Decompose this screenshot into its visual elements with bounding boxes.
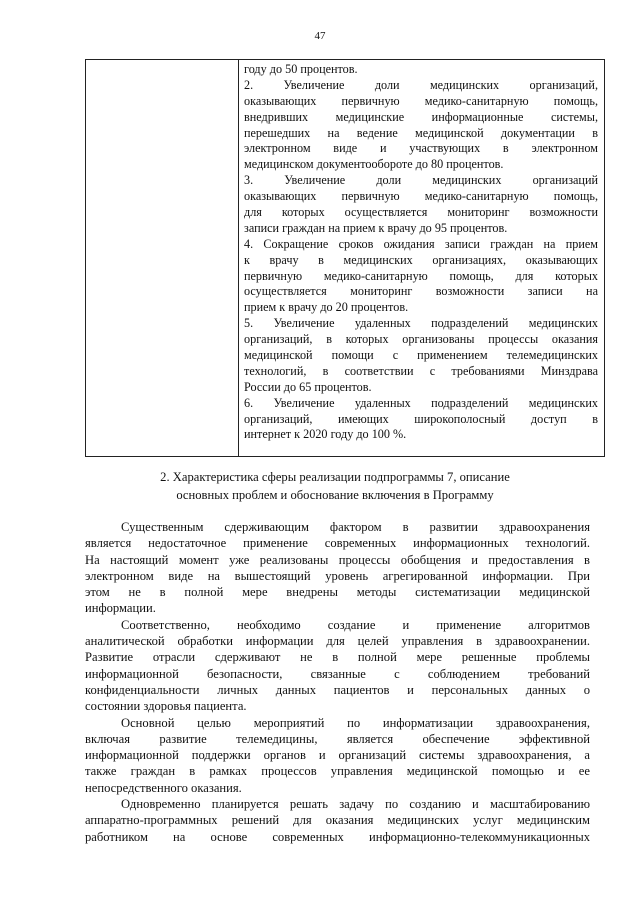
body-text-line: На настоящий момент уже реализованы процессы обобщения и предоставления в	[85, 552, 590, 567]
table-text-line: перешедших на ведение медицинской документации в	[244, 125, 598, 140]
table-text-line: 6. Увеличение удаленных подразделений медицинских	[244, 395, 598, 410]
table-left-cell	[86, 60, 239, 456]
table-text-line: осуществляется мониторинг возможности записи на	[244, 284, 598, 299]
body-text-line: информационной поддержки органов и организаций системы здравоохранения, а	[85, 748, 590, 763]
section-heading	[110, 468, 560, 504]
body-text-line: аппаратно-программных решений для оказания медицинских услуг медицинским	[85, 813, 590, 828]
table-text-line: 3. Увеличение доли медицинских организаций	[244, 173, 598, 188]
table-text-line: оказывающих первичную медико-санитарную помощь,	[244, 93, 598, 108]
table-text-line: технологий, в соответствии с требованиями Минздрава	[244, 363, 598, 378]
body-text-line: Одновременно планируется решать задачу по созданию и масштабированию	[121, 797, 590, 812]
body-text-line: Основной целью мероприятий по информатизации здравоохранения,	[121, 715, 590, 730]
body-text	[85, 519, 590, 845]
body-text-line: аналитической обработки информации для целей управления в здравоохранении.	[85, 634, 590, 649]
body-text-line: является недостаточное применение современных информационных технологий.	[85, 536, 590, 551]
body-text-line: Соответственно, необходимо создание и применение алгоритмов	[121, 617, 590, 632]
table-text-line: организаций, в которых организованы процессы оказания	[244, 332, 598, 347]
body-text-line: конфиденциальности личных данных пациентов и персональных данных о	[85, 682, 590, 697]
body-text-line: электронном виде на вышестоящий уровень агрегированной информации. При	[85, 568, 590, 583]
body-text-line: информации.	[85, 601, 156, 616]
table-text-line: первичную медико-санитарную помощь, для которых	[244, 268, 598, 283]
table-text-line: России до 65 процентов.	[244, 379, 372, 394]
table-text-line: электронном виде и участвующих в электронном	[244, 141, 598, 156]
table-text-line: организаций, имеющих широкополосный доступ в	[244, 411, 598, 426]
table-text-line: 4. Сокращение сроков ожидания записи граждан на прием	[244, 236, 598, 251]
body-text-line: работником на основе современных информационно-телекоммуникационных	[85, 829, 590, 844]
table-text-line: к врачу в медицинских организациях, оказывающих	[244, 252, 598, 267]
body-text-line: Развитие отрасли сдерживают не в полной мере решенные проблемы	[85, 650, 590, 665]
body-text-line: Существенным сдерживающим фактором в развитии здравоохранения	[121, 520, 590, 534]
page-number: 47	[314, 30, 326, 42]
table-text-line: для которых осуществляется мониторинг возможности	[244, 205, 598, 220]
table-text-line: оказывающих первичную медико-санитарную помощь,	[244, 189, 598, 204]
table-text-line: записи граждан на прием к врачу до 95 процентов.	[244, 220, 508, 235]
section-heading-line-1: 2. Характеристика сферы реализации подпрограммы 7, описание	[160, 470, 510, 484]
table-text-line: медицинском документообороте до 80 процентов.	[244, 157, 504, 172]
table-text-line: интернет к 2020 году до 100 %.	[244, 427, 407, 442]
body-text-line: включая развитие телемедицины, является обеспечение эффективной	[85, 731, 590, 746]
targets-table	[85, 59, 605, 457]
body-text-line: также граждан в рамках процессов управления медицинской помощью и ее	[85, 764, 590, 779]
table-text-line: 2. Увеличение доли медицинских организаций,	[244, 77, 598, 92]
table-text-line: году до 50 процентов.	[244, 62, 358, 76]
body-text-line: этом не в полной мере внедрены методы систематизации медицинской	[85, 585, 590, 600]
table-text-line: 5. Увеличение удаленных подразделений медицинских	[244, 316, 598, 331]
table-text-line: медицинской помощи с применением телемедицинских	[244, 348, 598, 363]
table-text-line: прием к врачу до 20 процентов.	[244, 300, 409, 315]
table-text-line: внедривших медицинские информационные системы,	[244, 109, 598, 124]
section-heading-line-2: основных проблем и обоснование включения в Программу	[176, 488, 494, 502]
table-right-cell	[244, 62, 598, 443]
body-text-line: информационной безопасности, связанные с соблюдением требований	[85, 666, 590, 681]
body-text-line: непосредственного оказания.	[85, 780, 242, 795]
body-text-line: состоянии здоровья пациента.	[85, 699, 247, 714]
